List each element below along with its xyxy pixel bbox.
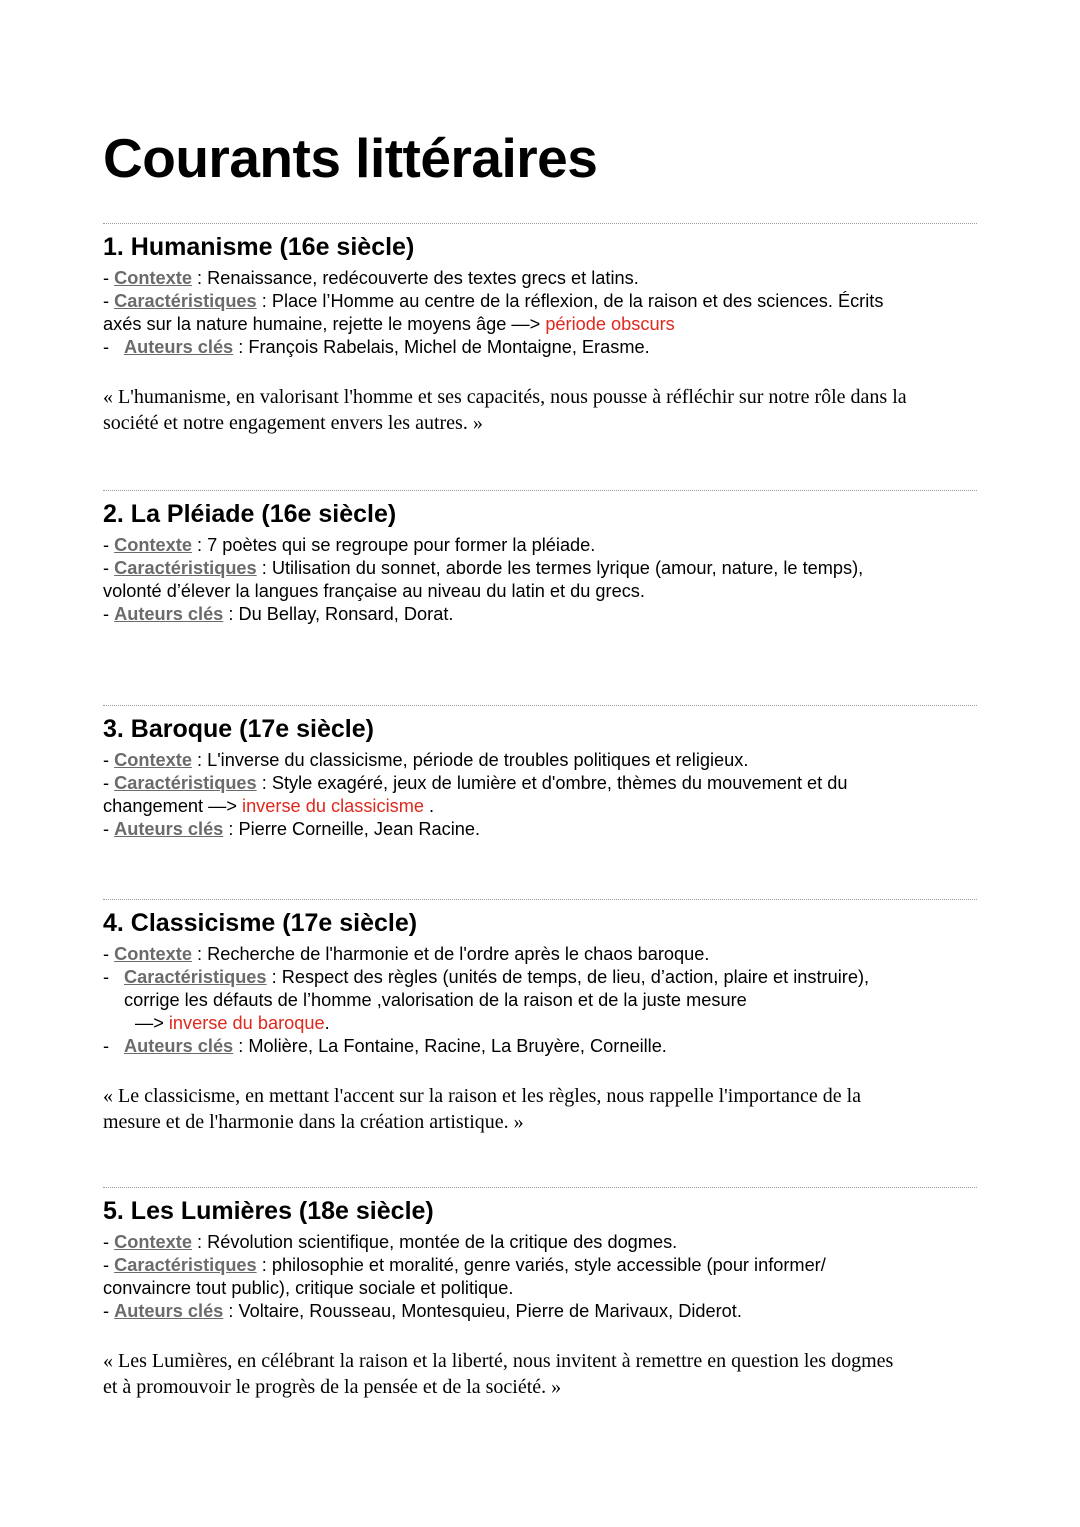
section-divider	[103, 705, 977, 706]
caracteristiques-line: - Caractéristiques : Place l’Homme au centre de la réflexion, de la raison et des sciences. Écrits	[103, 291, 884, 311]
section-heading: 3. Baroque (17e siècle)	[103, 715, 374, 743]
section-divider	[103, 1187, 977, 1188]
caracteristiques-label: Caractéristiques	[114, 558, 257, 578]
section-quote	[103, 1348, 977, 1400]
section-divider	[103, 899, 977, 900]
auteurs-text: : François Rabelais, Michel de Montaigne, Erasme.	[233, 337, 650, 357]
contexte-line: - Contexte : 7 poètes qui se regroupe pour former la pléiade.	[103, 535, 596, 555]
section-heading: 4. Classicisme (17e siècle)	[103, 909, 418, 937]
section-baroque	[103, 705, 977, 841]
section-body	[103, 267, 977, 359]
section-divider	[103, 223, 977, 224]
quote-line: « Le classicisme, en mettant l'accent sur la raison et les règles, nous rappelle l'importance de la	[103, 1085, 862, 1107]
highlight-text: période obscurs	[545, 314, 675, 334]
section-quote	[103, 384, 977, 436]
punctuation: .	[423, 796, 435, 816]
section-body	[103, 749, 977, 841]
contexte-label: Contexte	[114, 944, 192, 964]
auteurs-label: Auteurs clés	[114, 819, 224, 839]
auteurs-text: : Pierre Corneille, Jean Racine.	[223, 819, 481, 839]
auteurs-text: : Voltaire, Rousseau, Montesquieu, Pierre de Marivaux, Diderot.	[223, 1301, 742, 1321]
caracteristiques-text: : Respect des règles (unités de temps, de lieu, d’action, plaire et instruire),	[266, 967, 870, 987]
contexte-line: - Contexte : Révolution scientifique, montée de la critique des dogmes.	[103, 1232, 678, 1252]
auteurs-line: - Auteurs clés : Molière, La Fontaine, Racine, La Bruyère, Corneille.	[103, 1036, 667, 1056]
arrow-text: —>	[135, 1013, 169, 1033]
caracteristiques-label: Caractéristiques	[124, 967, 267, 987]
section-heading: 1. Humanisme (16e siècle)	[103, 233, 415, 261]
caracteristiques-line: - Caractéristiques : Respect des règles (unités de temps, de lieu, d’action, plaire et instruire),	[103, 967, 870, 987]
section-pleiade	[103, 490, 977, 626]
section-divider	[103, 490, 977, 491]
caracteristiques-text: : Style exagéré, jeux de lumière et d'ombre, thèmes du mouvement et du	[256, 773, 848, 793]
caracteristiques-text: : philosophie et moralité, genre variés, style accessible (pour informer/	[256, 1255, 826, 1275]
auteurs-line: - Auteurs clés : François Rabelais, Michel de Montaigne, Erasme.	[103, 337, 650, 357]
caracteristiques-label: Caractéristiques	[114, 1255, 257, 1275]
contexte-text: : 7 poètes qui se regroupe pour former la pléiade.	[191, 535, 596, 555]
auteurs-line: - Auteurs clés : Voltaire, Rousseau, Montesquieu, Pierre de Marivaux, Diderot.	[103, 1301, 742, 1321]
auteurs-text: : Molière, La Fontaine, Racine, La Bruyère, Corneille.	[233, 1036, 667, 1056]
caracteristiques-line-cont: corrige les défauts de l’homme ,valorisation de la raison et de la juste mesure	[124, 990, 747, 1010]
section-lumieres	[103, 1187, 977, 1400]
highlight-text: inverse du baroque	[168, 1013, 325, 1033]
section-body	[103, 943, 977, 1058]
caracteristiques-line-cont: convaincre tout public), critique sociale et politique.	[103, 1278, 514, 1298]
caracteristiques-line: - Caractéristiques : philosophie et moralité, genre variés, style accessible (pour informer/	[103, 1255, 826, 1275]
caracteristiques-line: - Caractéristiques : Style exagéré, jeux de lumière et d'ombre, thèmes du mouvement et du	[103, 773, 848, 793]
contexte-label: Contexte	[114, 1232, 192, 1252]
contexte-line: - Contexte : L'inverse du classicisme, période de troubles politiques et religieux.	[103, 750, 749, 770]
highlight-text: inverse du classicisme	[242, 796, 424, 816]
auteurs-label: Auteurs clés	[114, 604, 224, 624]
quote-line: société et notre engagement envers les autres. »	[103, 412, 483, 434]
contexte-line: - Contexte : Recherche de l'harmonie et de l'ordre après le chaos baroque.	[103, 944, 710, 964]
section-heading: 5. Les Lumières (18e siècle)	[103, 1197, 434, 1225]
auteurs-text: : Du Bellay, Ronsard, Dorat.	[223, 604, 454, 624]
section-body	[103, 534, 977, 626]
quote-line: « Les Lumières, en célébrant la raison et la liberté, nous invitent à remettre en question les dogmes	[103, 1350, 894, 1372]
contexte-text: : Révolution scientifique, montée de la critique des dogmes.	[191, 1232, 678, 1252]
caracteristiques-line-cont	[103, 795, 977, 818]
contexte-label: Contexte	[114, 535, 192, 555]
section-body	[103, 1231, 977, 1323]
auteurs-label: Auteurs clés	[114, 1301, 224, 1321]
quote-line: mesure et de l'harmonie dans la création artistique. »	[103, 1111, 524, 1133]
contexte-label: Contexte	[114, 268, 192, 288]
caracteristiques-text-cont: axés sur la nature humaine, rejette le moyens âge —>	[103, 314, 546, 334]
auteurs-label: Auteurs clés	[124, 337, 234, 357]
caracteristiques-text-cont: changement —>	[103, 796, 243, 816]
contexte-text: : Recherche de l'harmonie et de l'ordre après le chaos baroque.	[191, 944, 710, 964]
auteurs-line: - Auteurs clés : Du Bellay, Ronsard, Dorat.	[103, 604, 454, 624]
caracteristiques-line-cont: volonté d’élever la langues française au niveau du latin et du grecs.	[103, 581, 645, 601]
contexte-text: : L'inverse du classicisme, période de troubles politiques et religieux.	[191, 750, 749, 770]
contexte-line: - Contexte : Renaissance, redécouverte des textes grecs et latins.	[103, 268, 639, 288]
contexte-label: Contexte	[114, 750, 192, 770]
caracteristiques-text: : Place l’Homme au centre de la réflexion, de la raison et des sciences. Écrits	[256, 291, 884, 311]
caracteristiques-line: - Caractéristiques : Utilisation du sonnet, aborde les termes lyrique (amour, nature, le temps),	[103, 558, 864, 578]
section-heading: 2. La Pléiade (16e siècle)	[103, 500, 397, 528]
quote-line: « L'humanisme, en valorisant l'homme et ses capacités, nous pousse à réfléchir sur notre rôle dans la	[103, 386, 907, 408]
section-quote	[103, 1083, 977, 1135]
section-humanisme	[103, 223, 977, 436]
caracteristiques-text: : Utilisation du sonnet, aborde les termes lyrique (amour, nature, le temps),	[256, 558, 864, 578]
caracteristiques-label: Caractéristiques	[114, 291, 257, 311]
caracteristiques-label: Caractéristiques	[114, 773, 257, 793]
auteurs-label: Auteurs clés	[124, 1036, 234, 1056]
page-title: Courants littéraires	[103, 127, 598, 189]
section-classicisme	[103, 899, 977, 1135]
contexte-text: : Renaissance, redécouverte des textes grecs et latins.	[191, 268, 639, 288]
caracteristiques-line-cont	[103, 313, 977, 336]
punctuation: .	[324, 1013, 330, 1033]
auteurs-line: - Auteurs clés : Pierre Corneille, Jean Racine.	[103, 819, 481, 839]
caracteristiques-line-cont	[103, 1012, 977, 1035]
quote-line: et à promouvoir le progrès de la pensée et de la société. »	[103, 1376, 562, 1398]
